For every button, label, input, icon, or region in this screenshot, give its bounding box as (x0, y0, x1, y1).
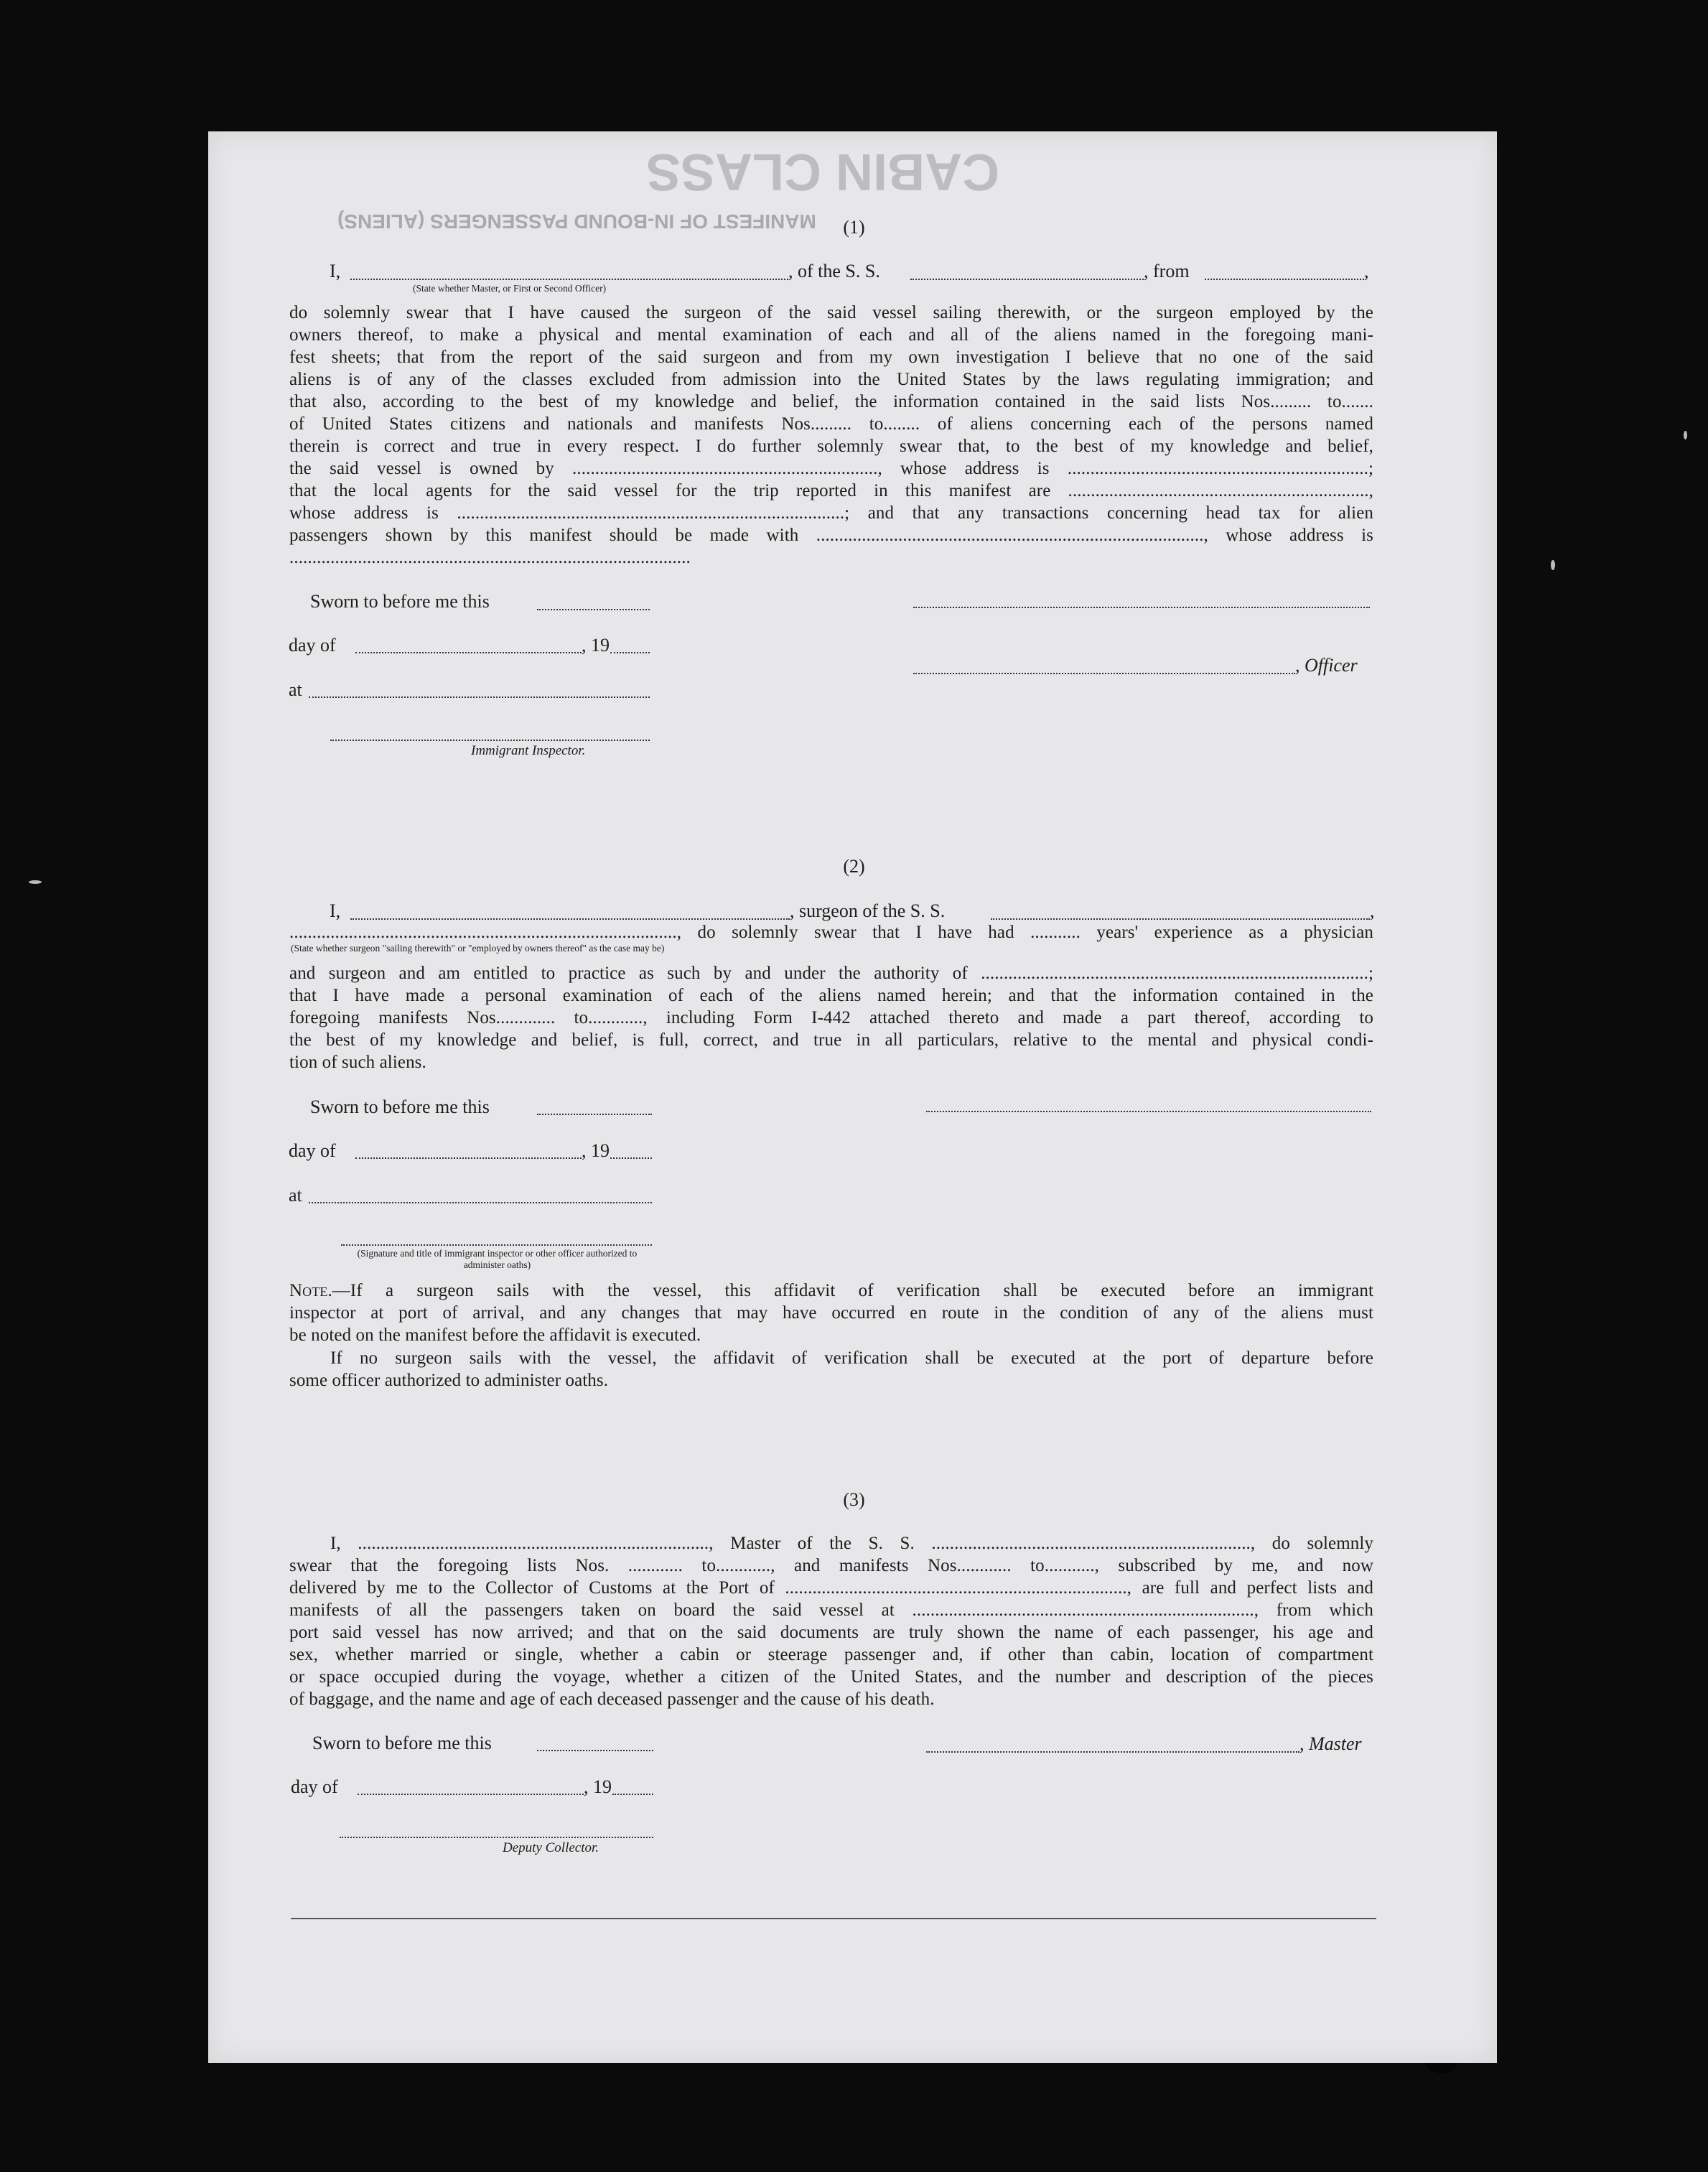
s2-signature-field[interactable] (926, 1111, 1371, 1112)
s3-collector-caption: Deputy Collector. (503, 1840, 599, 1855)
margin-speck (1551, 560, 1555, 570)
s3-master-label: , Master (1299, 1733, 1362, 1754)
s3-text-line: I, ............................................................................., Master of the S. S. ......................................................................, do solemnly (330, 1534, 1373, 1553)
s3-text-line: or space occupied during the voyage, whether a citizen of the United States, and the number and description of the pieces (289, 1667, 1373, 1687)
margin-speck (29, 880, 42, 884)
s3-collector-signature-field[interactable] (340, 1837, 653, 1838)
s1-text-line: ........................................................................................ (289, 548, 691, 567)
s3-day-label: day of (291, 1776, 338, 1797)
s2-text-line: foregoing manifests Nos............. to............, including Form I-442 attached thereto and made a part thereof, according to (289, 1008, 1373, 1027)
s2-sworn-date-field[interactable] (537, 1114, 652, 1115)
s2-comma: , (1370, 900, 1375, 921)
s2-surgeon-name-field[interactable] (350, 918, 790, 920)
s1-comma: , (1364, 261, 1369, 281)
bleed-through-manifest-title: MANIFEST OF IN-BOUND PASSENGERS (ALIENS) (337, 210, 816, 233)
s1-sworn-label: Sworn to before me this (310, 591, 490, 612)
s1-text-line: passengers shown by this manifest should be made with ....................................................................................., whose address is (289, 526, 1373, 545)
s3-sworn-date-field[interactable] (537, 1750, 653, 1751)
s3-year-label: , 19 (584, 1776, 612, 1797)
s2-day-label: day of (289, 1140, 336, 1161)
s2-text-line: and surgeon and am entitled to practice as such by and under the authority of .....................................................................................; (289, 964, 1373, 983)
s3-text-line: swear that the foregoing lists Nos. ............ to............, and manifests Nos............ to..........., subscribed by me, and now (289, 1556, 1373, 1575)
s1-officer-label: , Officer (1295, 655, 1358, 676)
s2-text-line: the best of my knowledge and belief, is full, correct, and true in all particulars, relative to the mental and physical condi- (289, 1030, 1373, 1050)
s1-inspector-signature-field[interactable] (330, 740, 650, 741)
s2-note2-line: some officer authorized to administer oaths. (289, 1371, 609, 1390)
s2-note-line: inspector at port of arrival, and any changes that may have occurred en route in the condition of any of the aliens must (289, 1303, 1373, 1323)
s1-text-line: owners thereof, to make a physical and mental examination of each and all of the aliens named in the foregoing mani- (289, 325, 1373, 345)
s3-master-signature-field[interactable] (926, 1751, 1299, 1753)
s2-sworn-label: Sworn to before me this (310, 1096, 490, 1117)
s1-day-label: day of (289, 635, 336, 656)
s2-vessel-name-field[interactable] (991, 918, 1370, 920)
s2-note-line (289, 1280, 1373, 1302)
s1-of-ss: , of the S. S. (788, 261, 880, 281)
s2-at-label: at (289, 1185, 302, 1206)
s1-officer-rank-field[interactable] (350, 279, 788, 280)
s2-surgeon-caption: (State whether surgeon "sailing therewith" or "employed by owners thereof" as the case may be) (291, 943, 665, 954)
s1-inspector-caption: Immigrant Inspector. (471, 743, 586, 758)
s1-text-line: the said vessel is owned by ..................................................................., whose address is ..................................................................; (289, 459, 1373, 478)
s1-text-line: therein is correct and true in every respect. I do further solemnly swear that, to the best of my knowledge and belief, (289, 437, 1373, 456)
s2-note-line: be noted on the manifest before the affidavit is executed. (289, 1325, 701, 1345)
s3-sworn-label: Sworn to before me this (312, 1733, 492, 1753)
bottom-divider (291, 1918, 1376, 1919)
s1-text-line: aliens is of any of the classes excluded from admission into the United States by the laws regulating immigration; and (289, 370, 1373, 389)
s3-text-line: of baggage, and the name and age of each deceased passenger and the cause of his death. (289, 1689, 935, 1709)
s3-text-line: delivered by me to the Collector of Customs at the Port of ..........................................................................., are full and perfect lists and (289, 1578, 1373, 1598)
note-label: Note. (289, 1281, 332, 1300)
s2-year-label: , 19 (582, 1140, 610, 1161)
s3-year-field[interactable] (612, 1794, 653, 1795)
s1-from-port-field[interactable] (1205, 279, 1364, 280)
s1-at-label: at (289, 679, 302, 700)
s2-note2-line: If no surgeon sails with the vessel, the affidavit of verification shall be executed at the port of departure before (330, 1348, 1373, 1368)
s2-surgeon-of-ss: , surgeon of the S. S. (790, 900, 946, 921)
s3-text-line: port said vessel has now arrived; and that on the said documents are truly shown the name of each passenger, his age and (289, 1623, 1373, 1642)
s2-inspector-caption: (Signature and title of immigrant inspector or other officer authorized to administer oaths) (357, 1248, 638, 1270)
s1-text-line: whose address is .....................................................................................; and that any transactions concerning head tax for alien (289, 503, 1373, 523)
s3-day-field[interactable] (358, 1794, 584, 1795)
s1-text-line: that also, according to the best of my knowledge and belief, the information contained in the said lists Nos......... to....... (289, 392, 1373, 411)
s1-officer-signature-field[interactable] (913, 673, 1295, 674)
s2-text-line: ....................................................................................., do solemnly swear that I have had ........... years' experience as a physician (289, 923, 1373, 942)
s2-i: I, (330, 900, 341, 921)
s2-text-line: that I have made a personal examination of each of the aliens named herein; and that the information contained in the (289, 986, 1373, 1005)
s1-text-line: that the local agents for the said vessel for the trip reported in this manifest are .................................................................., (289, 481, 1373, 500)
s2-text-line: tion of such aliens. (289, 1053, 426, 1072)
bleed-through-cabin-class: CABIN CLASS (646, 143, 1000, 200)
s1-day-field[interactable] (355, 652, 582, 653)
section-2-number: (2) (843, 856, 865, 877)
s1-from: , from (1144, 261, 1190, 281)
margin-speck (1684, 431, 1687, 439)
s2-at-field[interactable] (309, 1202, 652, 1203)
s2-inspector-signature-field[interactable] (341, 1244, 652, 1246)
s3-text-line: sex, whether married or single, whether a cabin or steerage passenger and, if other than cabin, location of compartment (289, 1645, 1373, 1664)
s1-at-field[interactable] (309, 696, 650, 698)
s2-day-field[interactable] (355, 1157, 582, 1159)
s1-vessel-name-field[interactable] (910, 279, 1144, 280)
section-3-number: (3) (843, 1489, 865, 1510)
s1-year-field[interactable] (610, 652, 650, 653)
s1-text-line: of United States citizens and nationals and manifests Nos......... to........ of aliens concerning each of the persons named (289, 414, 1373, 434)
section-1-number: (1) (843, 217, 865, 238)
s1-i: I, (330, 261, 341, 281)
note-text: —If a surgeon sails with the vessel, this affidavit of verification shall be executed before an immigrant (332, 1281, 1373, 1300)
s1-rank-caption: (State whether Master, or First or Second Officer) (413, 283, 607, 294)
s1-sworn-date-field[interactable] (537, 609, 650, 610)
s1-text-line: do solemnly swear that I have caused the surgeon of the said vessel sailing therewith, or the surgeon employed by the (289, 303, 1373, 322)
s1-year-label: , 19 (582, 635, 610, 656)
s2-year-field[interactable] (610, 1157, 652, 1159)
s3-text-line: manifests of all the passengers taken on board the said vessel at ..........................................................................., from which (289, 1600, 1373, 1620)
s1-text-line: fest sheets; that from the report of the said surgeon and from my own investigation I believe that no one of the said (289, 348, 1373, 367)
s1-signature-field[interactable] (913, 607, 1370, 608)
